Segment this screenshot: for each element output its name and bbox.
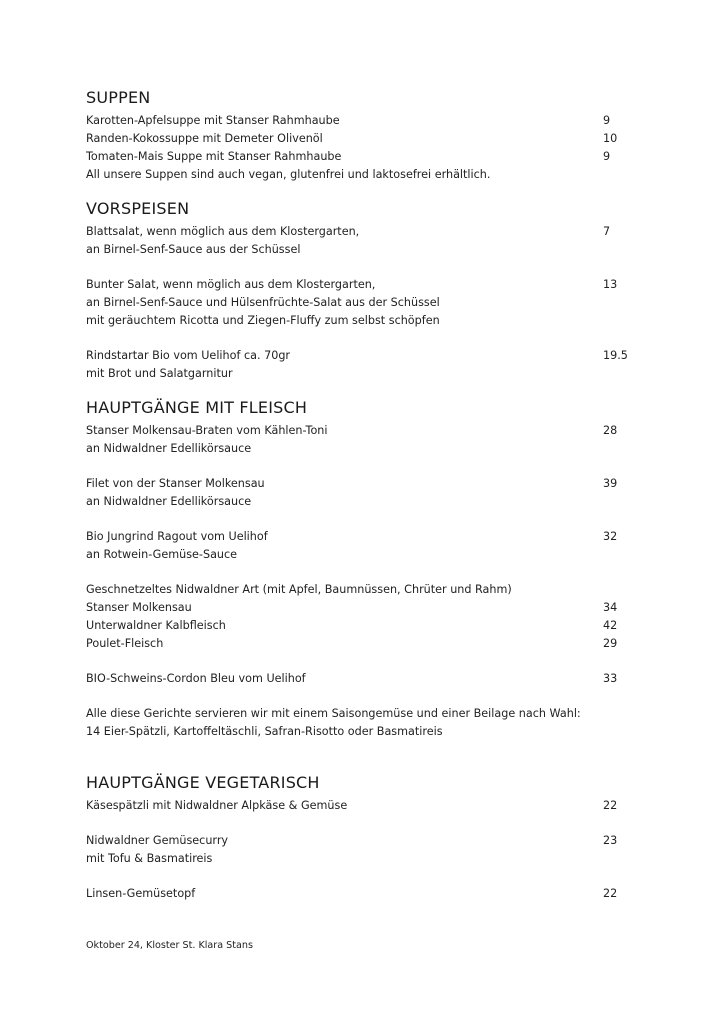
section-title: HAUPTGÄNGE VEGETARISCH: [86, 773, 320, 792]
item-price: 33: [603, 672, 618, 685]
item-name: Stanser Molkensau-Braten vom Kählen-Toni: [86, 424, 328, 437]
item-name: Randen-Kokossuppe mit Demeter Olivenöl: [86, 132, 323, 145]
variant-label: Poulet-Fleisch: [86, 637, 164, 650]
menu-item: [86, 148, 646, 166]
section-title: VORSPEISEN: [86, 199, 190, 218]
item-name: Rindstartar Bio vom Uelihof ca. 70gr: [86, 349, 291, 362]
item-name: Nidwaldner Gemüsecurry: [86, 834, 229, 847]
item-description: an Nidwaldner Edellikörsauce: [86, 442, 252, 455]
note-text: 14 Eier-Spätzli, Kartoffeltäschli, Safran-Risotto oder Basmatireis: [86, 725, 443, 738]
menu-item: [86, 276, 646, 330]
item-price: 10: [603, 132, 618, 145]
item-name: Linsen-Gemüsetopf: [86, 887, 196, 900]
item-price: 22: [603, 799, 618, 812]
variant-price: 29: [603, 637, 618, 650]
item-name: Käsespätzli mit Nidwaldner Alpkäse & Gemüse: [86, 799, 348, 812]
section-vorspeisen: [86, 199, 646, 383]
variant-label: Stanser Molkensau: [86, 601, 192, 614]
item-name: Bunter Salat, wenn möglich aus dem Klostergarten,: [86, 278, 376, 291]
item-name: BIO-Schweins-Cordon Bleu vom Uelihof: [86, 672, 306, 685]
variant-price: 42: [603, 619, 618, 632]
section-hauptgaenge-fleisch: [86, 398, 646, 741]
section-title: HAUPTGÄNGE MIT FLEISCH: [86, 398, 308, 417]
item-description: an Rotwein-Gemüse-Sauce: [86, 548, 238, 561]
item-price: 9: [603, 150, 611, 163]
item-name: Filet von der Stanser Molkensau: [86, 477, 265, 490]
item-price: 28: [603, 424, 618, 437]
item-price: 7: [603, 225, 611, 238]
item-name: Tomaten-Mais Suppe mit Stanser Rahmhaube: [86, 150, 342, 163]
menu-item: [86, 422, 646, 458]
item-variant: [86, 617, 646, 635]
item-price: 39: [603, 477, 618, 490]
variant-label: Unterwaldner Kalbfleisch: [86, 619, 226, 632]
menu-note: [86, 166, 646, 184]
menu-item: [86, 832, 646, 868]
menu-item: [86, 885, 646, 903]
item-description: an Birnel-Senf-Sauce aus der Schüssel: [86, 243, 301, 256]
item-price: 22: [603, 887, 618, 900]
item-description: mit Brot und Salatgarnitur: [86, 367, 233, 380]
menu-note: [86, 705, 646, 741]
menu-item: [86, 528, 646, 564]
menu-item: [86, 347, 646, 383]
item-name: Geschnetzeltes Nidwaldner Art (mit Apfel, Baumnüssen, Chrüter und Rahm): [86, 583, 512, 596]
menu-item: [86, 797, 646, 815]
menu-item: [86, 130, 646, 148]
item-description: an Birnel-Senf-Sauce und Hülsenfrüchte-Salat aus der Schüssel: [86, 296, 440, 309]
menu-page: [86, 88, 646, 918]
item-price: 32: [603, 530, 618, 543]
menu-item: [86, 223, 646, 259]
item-name: Blattsalat, wenn möglich aus dem Klostergarten,: [86, 225, 360, 238]
menu-item: [86, 581, 646, 599]
item-price: 13: [603, 278, 618, 291]
menu-item: [86, 112, 646, 130]
variant-price: 34: [603, 601, 618, 614]
item-variant: [86, 599, 646, 617]
item-name: Bio Jungrind Ragout vom Uelihof: [86, 530, 268, 543]
item-variant: [86, 635, 646, 653]
note-text: Alle diese Gerichte servieren wir mit einem Saisongemüse und einer Beilage nach Wahl:: [86, 707, 581, 720]
section-hauptgaenge-vegetarisch: [86, 773, 646, 903]
item-price: 19.5: [603, 349, 628, 362]
item-name: Karotten-Apfelsuppe mit Stanser Rahmhaube: [86, 114, 340, 127]
item-description: an Nidwaldner Edellikörsauce: [86, 495, 252, 508]
note-text: All unsere Suppen sind auch vegan, glutenfrei und laktosefrei erhältlich.: [86, 168, 491, 181]
item-description: mit geräuchtem Ricotta und Ziegen-Fluffy zum selbst schöpfen: [86, 314, 440, 327]
item-price: 23: [603, 834, 618, 847]
section-suppen: [86, 88, 646, 184]
section-title: SUPPEN: [86, 88, 151, 107]
page-footer: Oktober 24, Kloster St. Klara Stans: [86, 940, 253, 951]
item-description: mit Tofu & Basmatireis: [86, 852, 213, 865]
menu-item: [86, 475, 646, 511]
item-price: 9: [603, 114, 611, 127]
menu-item: [86, 670, 646, 688]
